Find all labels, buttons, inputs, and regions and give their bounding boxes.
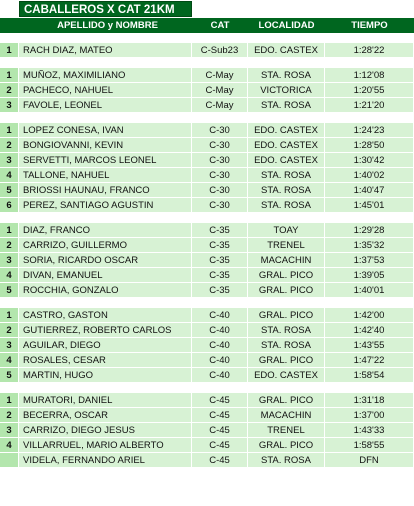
position-cell: 4 xyxy=(0,438,19,452)
time-cell: 1:39'05 xyxy=(325,268,414,282)
name-cell: FAVOLE, LEONEL xyxy=(19,98,192,112)
category-cell: C-40 xyxy=(192,308,248,322)
table-row xyxy=(0,323,414,338)
time-cell: 1:42'40 xyxy=(325,323,414,337)
time-cell: 1:31'18 xyxy=(325,393,414,407)
locality-cell: GRAL. PICO xyxy=(248,308,325,322)
table-row xyxy=(0,393,414,408)
time-cell: 1:29'28 xyxy=(325,223,414,237)
header-time: TIEMPO xyxy=(351,20,388,31)
locality-cell: GRAL. PICO xyxy=(248,353,325,367)
category-cell: C-May xyxy=(192,68,248,82)
name-cell: MUÑOZ, MAXIMILIANO xyxy=(19,68,192,82)
table-row xyxy=(0,423,414,438)
position-cell: 3 xyxy=(0,423,19,437)
category-cell: C-40 xyxy=(192,353,248,367)
locality-cell: TOAY xyxy=(248,223,325,237)
locality-cell: STA. ROSA xyxy=(248,323,325,337)
group-spacer xyxy=(0,113,414,123)
header-name: APELLIDO y NOMBRE xyxy=(57,20,158,31)
locality-cell: EDO. CASTEX xyxy=(248,368,325,382)
locality-cell: EDO. CASTEX xyxy=(248,153,325,167)
table-row xyxy=(0,153,414,168)
locality-cell: EDO. CASTEX xyxy=(248,138,325,152)
results-body xyxy=(0,33,414,468)
locality-cell: GRAL. PICO xyxy=(248,283,325,297)
category-cell: C-30 xyxy=(192,138,248,152)
position-cell: 5 xyxy=(0,183,19,197)
category-cell: C-May xyxy=(192,83,248,97)
header-locality: LOCALIDAD xyxy=(258,20,315,31)
group-spacer xyxy=(0,33,414,43)
locality-cell: STA. ROSA xyxy=(248,338,325,352)
name-cell: PACHECO, NAHUEL xyxy=(19,83,192,97)
position-cell: 5 xyxy=(0,283,19,297)
name-cell: CARRIZO, DIEGO JESUS xyxy=(19,423,192,437)
table-row xyxy=(0,368,414,383)
time-cell: 1:20'55 xyxy=(325,83,414,97)
locality-cell: GRAL. PICO xyxy=(248,393,325,407)
header-category: CAT xyxy=(210,20,230,31)
position-cell: 2 xyxy=(0,83,19,97)
sheet-title: CABALLEROS X CAT 21KM xyxy=(19,1,192,17)
locality-cell: GRAL. PICO xyxy=(248,438,325,452)
time-cell: 1:37'53 xyxy=(325,253,414,267)
name-cell: DIAZ, FRANCO xyxy=(19,223,192,237)
table-row xyxy=(0,238,414,253)
category-cell: C-30 xyxy=(192,153,248,167)
table-row xyxy=(0,438,414,453)
position-cell: 5 xyxy=(0,368,19,382)
table-row xyxy=(0,98,414,113)
position-cell: 3 xyxy=(0,98,19,112)
time-cell: 1:43'55 xyxy=(325,338,414,352)
locality-cell: TRENEL xyxy=(248,423,325,437)
group-spacer xyxy=(0,383,414,393)
time-cell: 1:24'23 xyxy=(325,123,414,137)
name-cell: BONGIOVANNI, KEVIN xyxy=(19,138,192,152)
locality-cell: STA. ROSA xyxy=(248,183,325,197)
table-row xyxy=(0,308,414,323)
header-position xyxy=(0,18,19,33)
name-cell: MARTIN, HUGO xyxy=(19,368,192,382)
locality-cell: EDO. CASTEX xyxy=(248,43,325,57)
table-row xyxy=(0,123,414,138)
category-cell: C-30 xyxy=(192,183,248,197)
table-row xyxy=(0,83,414,98)
group-spacer xyxy=(0,58,414,68)
name-cell: MURATORI, DANIEL xyxy=(19,393,192,407)
position-cell: 1 xyxy=(0,393,19,407)
category-cell: C-May xyxy=(192,98,248,112)
table-row xyxy=(0,268,414,283)
position-cell: 2 xyxy=(0,323,19,337)
locality-cell: GRAL. PICO xyxy=(248,268,325,282)
time-cell: 1:28'50 xyxy=(325,138,414,152)
category-cell: C-35 xyxy=(192,223,248,237)
name-cell: CASTRO, GASTON xyxy=(19,308,192,322)
position-cell: 1 xyxy=(0,68,19,82)
table-header xyxy=(0,18,414,33)
time-cell: 1:37'00 xyxy=(325,408,414,422)
position-cell: 3 xyxy=(0,338,19,352)
name-cell: TALLONE, NAHUEL xyxy=(19,168,192,182)
time-cell: 1:21'20 xyxy=(325,98,414,112)
time-cell: 1:58'55 xyxy=(325,438,414,452)
position-cell: 1 xyxy=(0,123,19,137)
table-row xyxy=(0,198,414,213)
name-cell: GUTIERREZ, ROBERTO CARLOS xyxy=(19,323,192,337)
time-cell: 1:43'33 xyxy=(325,423,414,437)
category-cell: C-35 xyxy=(192,238,248,252)
table-row xyxy=(0,408,414,423)
table-row xyxy=(0,138,414,153)
category-cell: C-45 xyxy=(192,423,248,437)
position-cell xyxy=(0,453,19,467)
category-cell: C-Sub23 xyxy=(192,43,248,57)
time-cell: 1:58'54 xyxy=(325,368,414,382)
position-cell: 2 xyxy=(0,408,19,422)
category-cell: C-40 xyxy=(192,368,248,382)
name-cell: DIVAN, EMANUEL xyxy=(19,268,192,282)
time-cell: 1:45'01 xyxy=(325,198,414,212)
time-cell: 1:40'02 xyxy=(325,168,414,182)
position-cell: 4 xyxy=(0,268,19,282)
locality-cell: STA. ROSA xyxy=(248,453,325,467)
table-row xyxy=(0,223,414,238)
position-cell: 1 xyxy=(0,223,19,237)
time-cell: 1:28'22 xyxy=(325,43,414,57)
name-cell: VIDELA, FERNANDO ARIEL xyxy=(19,453,192,467)
category-cell: C-35 xyxy=(192,283,248,297)
table-row xyxy=(0,453,414,468)
table-row xyxy=(0,43,414,58)
time-cell: 1:40'47 xyxy=(325,183,414,197)
locality-cell: STA. ROSA xyxy=(248,68,325,82)
locality-cell: VICTORICA xyxy=(248,83,325,97)
category-cell: C-30 xyxy=(192,123,248,137)
category-cell: C-35 xyxy=(192,253,248,267)
position-cell: 2 xyxy=(0,138,19,152)
group-spacer xyxy=(0,213,414,223)
locality-cell: MACACHIN xyxy=(248,408,325,422)
name-cell: AGUILAR, DIEGO xyxy=(19,338,192,352)
name-cell: LOPEZ CONESA, IVAN xyxy=(19,123,192,137)
time-cell: 1:12'08 xyxy=(325,68,414,82)
category-cell: C-30 xyxy=(192,168,248,182)
category-cell: C-45 xyxy=(192,438,248,452)
table-row xyxy=(0,253,414,268)
category-cell: C-30 xyxy=(192,198,248,212)
locality-cell: EDO. CASTEX xyxy=(248,123,325,137)
group-spacer xyxy=(0,298,414,308)
category-cell: C-45 xyxy=(192,453,248,467)
position-cell: 1 xyxy=(0,308,19,322)
name-cell: CARRIZO, GUILLERMO xyxy=(19,238,192,252)
table-row xyxy=(0,353,414,368)
position-cell: 4 xyxy=(0,353,19,367)
name-cell: VILLARRUEL, MARIO ALBERTO xyxy=(19,438,192,452)
locality-cell: STA. ROSA xyxy=(248,168,325,182)
locality-cell: TRENEL xyxy=(248,238,325,252)
time-cell: 1:35'32 xyxy=(325,238,414,252)
name-cell: ROCCHIA, GONZALO xyxy=(19,283,192,297)
time-cell: 1:40'01 xyxy=(325,283,414,297)
name-cell: ROSALES, CESAR xyxy=(19,353,192,367)
table-row xyxy=(0,68,414,83)
position-cell: 3 xyxy=(0,253,19,267)
title-row xyxy=(0,0,414,18)
position-cell: 6 xyxy=(0,198,19,212)
locality-cell: MACACHIN xyxy=(248,253,325,267)
name-cell: BECERRA, OSCAR xyxy=(19,408,192,422)
position-cell: 3 xyxy=(0,153,19,167)
table-row xyxy=(0,183,414,198)
position-cell: 2 xyxy=(0,238,19,252)
category-cell: C-40 xyxy=(192,323,248,337)
category-cell: C-35 xyxy=(192,268,248,282)
table-row xyxy=(0,168,414,183)
table-row xyxy=(0,283,414,298)
name-cell: RACH DIAZ, MATEO xyxy=(19,43,192,57)
category-cell: C-40 xyxy=(192,338,248,352)
category-cell: C-45 xyxy=(192,408,248,422)
position-cell: 1 xyxy=(0,43,19,57)
position-cell: 4 xyxy=(0,168,19,182)
locality-cell: STA. ROSA xyxy=(248,198,325,212)
time-cell: 1:47'22 xyxy=(325,353,414,367)
time-cell: DFN xyxy=(325,453,414,467)
category-cell: C-45 xyxy=(192,393,248,407)
locality-cell: STA. ROSA xyxy=(248,98,325,112)
time-cell: 1:42'00 xyxy=(325,308,414,322)
name-cell: SERVETTI, MARCOS LEONEL xyxy=(19,153,192,167)
time-cell: 1:30'42 xyxy=(325,153,414,167)
name-cell: BRIOSSI HAUNAU, FRANCO xyxy=(19,183,192,197)
name-cell: SORIA, RICARDO OSCAR xyxy=(19,253,192,267)
table-row xyxy=(0,338,414,353)
name-cell: PEREZ, SANTIAGO AGUSTIN xyxy=(19,198,192,212)
